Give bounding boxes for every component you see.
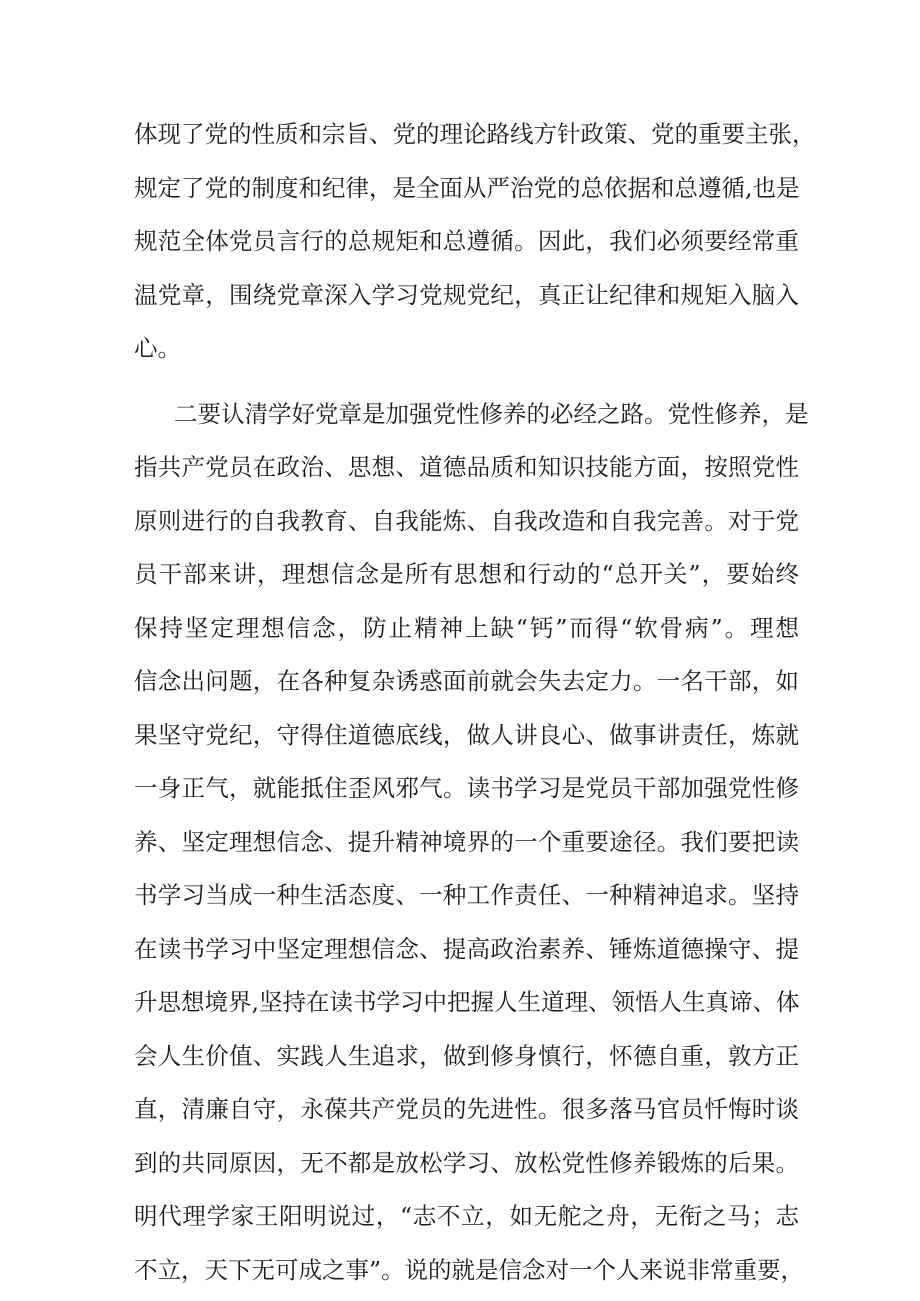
text-line: 指共产党员在政治、思想、道德品质和知识技能方面，按照党性	[134, 453, 799, 481]
body-text	[134, 108, 816, 1297]
text-line: 原则进行的自我教育、自我能炼、自我改造和自我完善。对于党	[134, 506, 799, 535]
text-line: 体现了党的性质和宗旨、党的理论路线方针政策、党的重要主张，	[134, 120, 816, 148]
text-line: 二要认清学好党章是加强党性修养的必经之路。党性修养，是	[174, 399, 809, 428]
paragraph-2	[134, 388, 809, 1298]
text-line: 员干部来讲，理想信念是所有思想和行动的“总开关”，要始终	[134, 560, 799, 588]
paragraph-gap	[134, 376, 799, 388]
text-line: 养、坚定理想信念、提升精神境界的一个重要途径。我们要把读	[134, 827, 799, 856]
text-line: 果坚守党纪，守得住道德底线，做人讲良心、做事讲责任，炼就	[134, 720, 799, 749]
text-line: 心。	[134, 334, 181, 362]
text-line: 一身正气，就能抵住歪风邪气。读书学习是党员干部加强党性修	[134, 774, 799, 802]
text-line: 规定了党的制度和纪律，是全面从严治党的总依据和总遵循,也是	[134, 173, 800, 202]
paragraph-1	[134, 108, 816, 376]
text-line: 升思想境界,坚持在读书学习中把握人生道理、领悟人生真谛、体	[134, 988, 800, 1016]
text-line: 信念出问题，在各种复杂诱惑面前就会失去定力。一名干部，如	[134, 667, 799, 695]
text-line: 明代理学家王阳明说过，“志不立，如无舵之舟，无衔之马；志	[134, 1202, 799, 1230]
text-line: 到的共同原因，无不都是放松学习、放松党性修养锻炼的后果。	[134, 1148, 799, 1177]
text-line: 直，清廉自守，永葆共产党员的先进性。很多落马官员忏悔时谈	[134, 1095, 799, 1123]
text-line: 会人生价值、实践人生追求，做到修身慎行，怀德自重，敦方正	[134, 1041, 799, 1070]
text-line: 不立，天下无可成之事”。说的就是信念对一个人来说非常重要，	[134, 1255, 805, 1284]
text-line: 在读书学习中坚定理想信念、提高政治素养、锤炼道德操守、提	[134, 934, 799, 963]
text-line: 书学习当成一种生活态度、一种工作责任、一种精神追求。坚持	[134, 881, 799, 909]
text-line: 温党章，围绕党章深入学习党规党纪，真正让纪律和规矩入脑入	[134, 280, 799, 309]
text-line: 保持坚定理想信念，防止精神上缺“钙”而得“软骨病”。理想	[134, 613, 799, 642]
text-line: 规范全体党员言行的总规矩和总遵循。因此，我们必须要经常重	[134, 227, 799, 255]
